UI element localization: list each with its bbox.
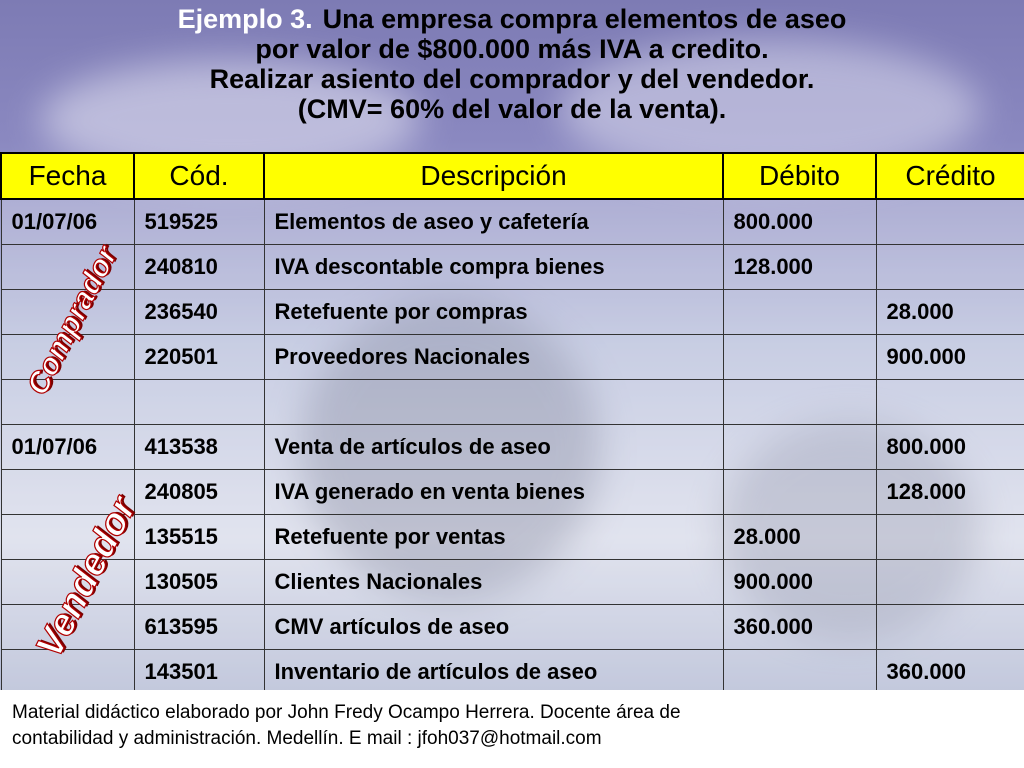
header-descripcion: Descripción — [264, 153, 723, 199]
title-line-1: Una empresa compra elementos de aseo — [322, 4, 847, 34]
table-row — [1, 560, 1024, 605]
cell-debito: 900.000 — [723, 560, 876, 605]
cell-descripcion: Venta de artículos de aseo — [264, 425, 723, 470]
table-row — [1, 335, 1024, 380]
cell-debito: 128.000 — [723, 245, 876, 290]
cell-cod: 130505 — [134, 560, 264, 605]
cell-credito — [876, 199, 1024, 245]
cell-debito: 360.000 — [723, 605, 876, 650]
cell-descripcion: CMV artículos de aseo — [264, 605, 723, 650]
cell-descripcion: Elementos de aseo y cafetería — [264, 199, 723, 245]
footer-line-2: contabilidad y administración. Medellín. E mail : jfoh037@hotmail.com — [12, 728, 602, 749]
cell-credito: 900.000 — [876, 335, 1024, 380]
footer-note — [0, 690, 1024, 768]
cell-debito — [723, 470, 876, 515]
cell-debito — [723, 335, 876, 380]
table-row — [1, 605, 1024, 650]
cell-descripcion — [264, 380, 723, 425]
table-row — [1, 470, 1024, 515]
cell-credito — [876, 245, 1024, 290]
cell-cod: 613595 — [134, 605, 264, 650]
cell-debito — [723, 380, 876, 425]
cell-cod: 413538 — [134, 425, 264, 470]
cell-cod: 236540 — [134, 290, 264, 335]
cell-fecha: 01/07/06 — [1, 425, 134, 470]
table-row — [1, 290, 1024, 335]
cell-cod: 135515 — [134, 515, 264, 560]
journal-entry-table — [0, 152, 1024, 695]
cell-credito — [876, 515, 1024, 560]
table-row — [1, 199, 1024, 245]
table-header-row — [1, 153, 1024, 199]
cell-descripcion: Retefuente por compras — [264, 290, 723, 335]
cell-credito: 128.000 — [876, 470, 1024, 515]
table-row — [1, 650, 1024, 695]
cell-credito: 360.000 — [876, 650, 1024, 695]
cell-descripcion: IVA descontable compra bienes — [264, 245, 723, 290]
cell-credito — [876, 605, 1024, 650]
table-row — [1, 380, 1024, 425]
comprador-label: Comprador — [20, 241, 124, 401]
header-fecha: Fecha — [1, 153, 134, 199]
header-credito: Crédito — [876, 153, 1024, 199]
cell-debito — [723, 290, 876, 335]
cell-cod — [134, 380, 264, 425]
cell-cod: 240805 — [134, 470, 264, 515]
cell-descripcion: Clientes Nacionales — [264, 560, 723, 605]
cell-debito: 28.000 — [723, 515, 876, 560]
cell-cod: 240810 — [134, 245, 264, 290]
cell-debito — [723, 650, 876, 695]
cell-debito: 800.000 — [723, 199, 876, 245]
cell-cod: 220501 — [134, 335, 264, 380]
cell-credito: 800.000 — [876, 425, 1024, 470]
header-cod: Cód. — [134, 153, 264, 199]
cell-fecha: 01/07/06 — [1, 199, 134, 245]
cell-cod: 519525 — [134, 199, 264, 245]
cell-cod: 143501 — [134, 650, 264, 695]
cell-debito — [723, 425, 876, 470]
title-lead: Ejemplo 3. — [177, 4, 313, 34]
cell-descripcion: Proveedores Nacionales — [264, 335, 723, 380]
header-debito: Débito — [723, 153, 876, 199]
cell-descripcion: Inventario de artículos de aseo — [264, 650, 723, 695]
table-row — [1, 425, 1024, 470]
cell-credito: 28.000 — [876, 290, 1024, 335]
title-line-3: Realizar asiento del comprador y del vendedor. — [209, 64, 815, 94]
slide-title — [0, 0, 1024, 152]
cell-descripcion: Retefuente por ventas — [264, 515, 723, 560]
table-row — [1, 515, 1024, 560]
cell-fecha — [1, 380, 134, 425]
cell-credito — [876, 380, 1024, 425]
title-line-4: (CMV= 60% del valor de la venta). — [297, 94, 727, 124]
table-row — [1, 245, 1024, 290]
footer-line-1: Material didáctico elaborado por John Fredy Ocampo Herrera. Docente área de — [12, 702, 681, 723]
title-line-2: por valor de $800.000 más IVA a credito. — [255, 34, 769, 64]
cell-credito — [876, 560, 1024, 605]
vendedor-label: Vendedor — [28, 490, 145, 665]
cell-descripcion: IVA generado en venta bienes — [264, 470, 723, 515]
